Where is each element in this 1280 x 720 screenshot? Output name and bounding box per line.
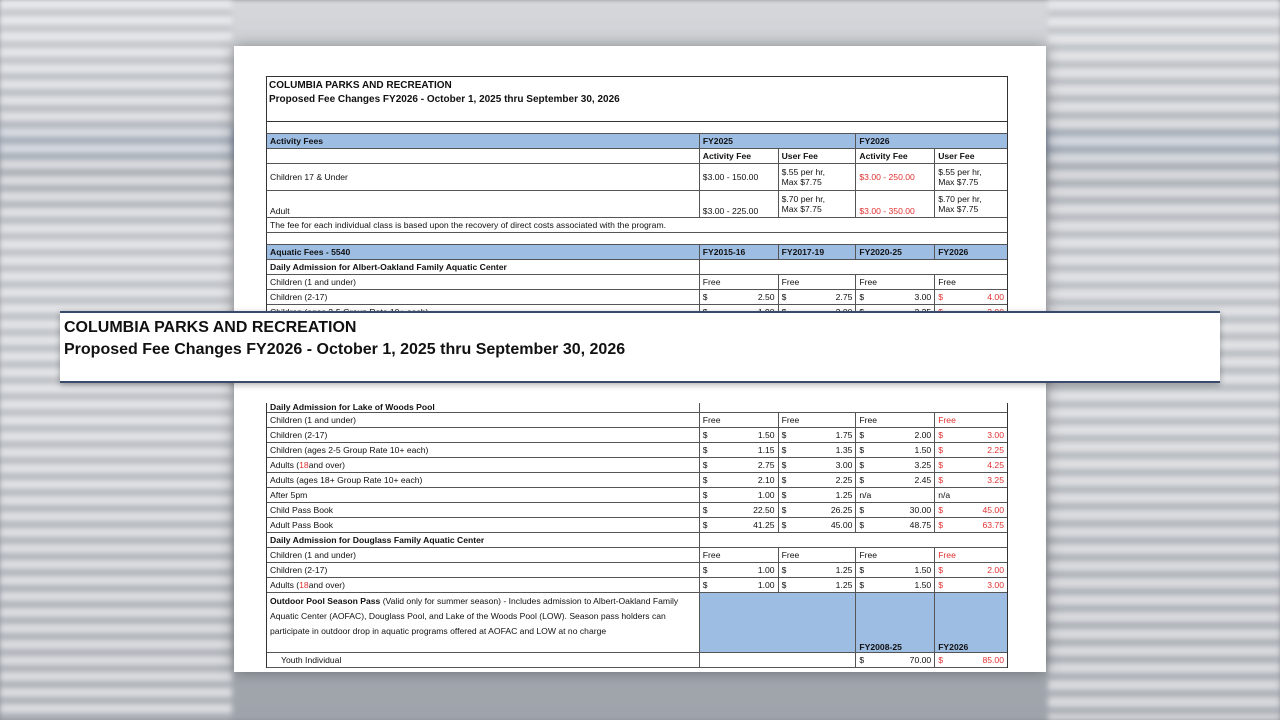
fee-value: 3.00 xyxy=(987,430,1004,440)
fee-col-c xyxy=(856,473,935,488)
season-youth-row xyxy=(266,653,1008,668)
season-col-d: FY2026 xyxy=(935,593,1007,653)
activity-subheader xyxy=(266,149,1008,164)
fee-row-label: After 5pm xyxy=(267,488,700,503)
fee-row-label: Children (1 and under) xyxy=(267,413,700,428)
fee-row-label: Children (ages 2-5 Group Rate 10+ each) xyxy=(267,443,700,458)
aquatic-fees-label: Aquatic Fees - 5540 xyxy=(267,245,700,260)
label-text: Adults ( xyxy=(270,460,300,470)
fee-col-a: Free xyxy=(700,548,779,563)
dollar-sign: $ xyxy=(859,430,865,440)
fee-value: 2.00 xyxy=(914,430,932,440)
dollar-sign: $ xyxy=(938,292,943,302)
aquatic-col-b: FY2017-19 xyxy=(779,245,857,260)
activity-fee-col-2025: Activity Fee xyxy=(700,149,779,164)
dollar-sign: $ xyxy=(702,580,708,590)
douglass-title: Daily Admission for Douglass Family Aquatic Center xyxy=(267,533,700,548)
fee-row xyxy=(266,578,1008,593)
user-fee-col-2026: User Fee xyxy=(935,149,1007,164)
fee-col-a xyxy=(700,503,779,518)
dollar-sign: $ xyxy=(781,520,787,530)
dollar-sign: $ xyxy=(781,430,787,440)
aquatic-col-a: FY2015-16 xyxy=(700,245,779,260)
fee-col-b xyxy=(779,290,857,305)
dollar-sign: $ xyxy=(859,445,865,455)
fee-row-label: Children (1 and under) xyxy=(267,275,700,290)
dollar-sign: $ xyxy=(938,475,943,485)
fee-value: 1.25 xyxy=(835,490,853,500)
dollar-sign: $ xyxy=(859,580,865,590)
season-pass-row xyxy=(266,593,1008,653)
fee-col-b xyxy=(779,473,857,488)
dollar-sign: $ xyxy=(938,505,943,515)
fee-col-d: Free xyxy=(935,275,1007,290)
dollar-sign: $ xyxy=(859,292,865,302)
user-fee-2025 xyxy=(779,191,857,218)
fee-value: 1.15 xyxy=(757,445,775,455)
fee-col-c: Free xyxy=(856,548,935,563)
fee-col-a xyxy=(700,578,779,593)
dollar-sign: $ xyxy=(938,580,943,590)
dollar-sign: $ xyxy=(859,505,865,515)
user-fee-max: Max $7.75 xyxy=(938,204,979,214)
fee-col-d xyxy=(935,458,1007,473)
aofac-title: Daily Admission for Albert-Oakland Family Aquatic Center xyxy=(267,260,700,275)
fee-row-label: Children (1 and under) xyxy=(267,548,700,563)
label-age: 18 xyxy=(299,580,309,590)
dollar-sign: $ xyxy=(938,430,943,440)
fee-col-c: Free xyxy=(856,413,935,428)
season-pass-title: Outdoor Pool Season Pass xyxy=(270,596,381,606)
user-fee-2026 xyxy=(935,191,1007,218)
fee-value: 2.10 xyxy=(757,475,775,485)
fee-col-d xyxy=(935,443,1007,458)
fee-row-label: Adults (ages 18+ Group Rate 10+ each) xyxy=(267,473,700,488)
season-youth-label: Youth Individual xyxy=(267,653,700,668)
fee-col-c xyxy=(856,563,935,578)
fee-col-b xyxy=(779,518,857,533)
fee-value: 1.00 xyxy=(757,580,775,590)
fee-col-d xyxy=(935,563,1007,578)
fee-col-d xyxy=(935,428,1007,443)
dollar-sign: $ xyxy=(702,520,708,530)
fee-col-b xyxy=(779,578,857,593)
activity-fee-2025: $3.00 - 150.00 xyxy=(700,164,779,191)
fee-col-d xyxy=(935,290,1007,305)
fee-value: 2.50 xyxy=(757,292,775,302)
fee-row xyxy=(266,290,1008,305)
fee-value: 1.50 xyxy=(757,430,775,440)
low-title-blank xyxy=(700,403,1007,413)
fee-value: 1.25 xyxy=(835,580,853,590)
fee-value: 2.00 xyxy=(987,565,1004,575)
dollar-sign: $ xyxy=(938,565,943,575)
fee-row-label: Adult Pass Book xyxy=(267,518,700,533)
fee-col-b: Free xyxy=(779,275,857,290)
fee-value: 3.00 xyxy=(835,460,853,470)
fee-value: 3.25 xyxy=(987,475,1004,485)
season-youth-d xyxy=(935,653,1007,668)
user-fee-2026 xyxy=(935,164,1007,191)
user-fee-rate: $.55 per hr, xyxy=(938,167,982,177)
user-fee-2025 xyxy=(779,164,857,191)
fee-col-c xyxy=(856,518,935,533)
spacer-row xyxy=(266,122,1008,134)
dollar-sign: $ xyxy=(938,460,943,470)
fee-row-label xyxy=(267,578,700,593)
activity-fy2025: FY2025 xyxy=(700,134,857,149)
season-pass-description xyxy=(267,593,700,653)
dollar-sign: $ xyxy=(702,475,708,485)
fee-row xyxy=(266,473,1008,488)
fee-value: 30.00 xyxy=(909,505,932,515)
fee-col-c xyxy=(856,458,935,473)
fee-value: 4.25 xyxy=(987,460,1004,470)
season-pass-text: (Valid only for summer season) - Includes admission to Albert-Oakland Family Aquatic Center (AOFAC), Douglass Pool, and Lake of the Woods Pool (LOW). Season pass holders can participate in outdoor drop in aquatic programs offered at AOFAC and LOW at no charge xyxy=(270,596,679,636)
user-fee-rate: $.70 per hr, xyxy=(938,194,982,204)
dollar-sign: $ xyxy=(859,655,865,665)
aofac-title-row xyxy=(266,260,1008,275)
fee-col-b: Free xyxy=(779,548,857,563)
fee-col-c xyxy=(856,578,935,593)
fee-value: 1.00 xyxy=(757,565,775,575)
fee-col-d: Free xyxy=(935,413,1007,428)
activity-fees-header xyxy=(266,134,1008,149)
activity-row-label: Children 17 & Under xyxy=(267,164,700,191)
activity-fy2026: FY2026 xyxy=(856,134,1007,149)
fee-value: 26.25 xyxy=(830,505,853,515)
fee-col-d xyxy=(935,473,1007,488)
fee-col-b xyxy=(779,488,857,503)
user-fee-max: Max $7.75 xyxy=(938,177,979,187)
activity-fee-2026: $3.00 - 250.00 xyxy=(856,164,935,191)
fee-value: 1.75 xyxy=(835,430,853,440)
season-youth-d-value: 85.00 xyxy=(982,655,1004,665)
fee-value: 48.75 xyxy=(909,520,932,530)
fee-value: 1.00 xyxy=(757,490,775,500)
activity-fee-2025: $3.00 - 225.00 xyxy=(700,191,779,218)
fee-col-c xyxy=(856,290,935,305)
user-fee-col-2025: User Fee xyxy=(779,149,857,164)
dollar-sign: $ xyxy=(938,520,943,530)
fee-value: 2.25 xyxy=(987,445,1004,455)
fee-col-b xyxy=(779,443,857,458)
fee-row xyxy=(266,548,1008,563)
activity-row-label: Adult xyxy=(267,191,700,218)
dollar-sign: $ xyxy=(859,475,865,485)
fee-value: 63.75 xyxy=(982,520,1004,530)
dollar-sign: $ xyxy=(702,505,708,515)
season-col-c: FY2008-25 xyxy=(856,593,935,653)
fee-col-d xyxy=(935,503,1007,518)
season-youth-c-value: 70.00 xyxy=(909,655,932,665)
user-fee-max: Max $7.75 xyxy=(781,204,822,214)
label-age: 18 xyxy=(299,460,309,470)
dollar-sign: $ xyxy=(781,580,787,590)
label-text: and over) xyxy=(308,460,346,470)
document-title-box xyxy=(266,76,1008,122)
aofac-title-blank xyxy=(700,260,1007,275)
title-banner-overlay xyxy=(60,311,1220,383)
user-fee-rate: $.55 per hr, xyxy=(781,167,826,177)
fee-row-label: Children (2-17) xyxy=(267,428,700,443)
fee-col-b xyxy=(779,428,857,443)
dollar-sign: $ xyxy=(859,565,865,575)
fee-row-label: Children (2-17) xyxy=(267,290,700,305)
dollar-sign: $ xyxy=(859,520,865,530)
dollar-sign: $ xyxy=(781,475,787,485)
fee-value: 1.50 xyxy=(914,580,932,590)
fee-value: 1.50 xyxy=(914,565,932,575)
fee-col-c xyxy=(856,428,935,443)
douglass-title-row xyxy=(266,533,1008,548)
dollar-sign: $ xyxy=(702,430,708,440)
fee-value: 1.50 xyxy=(914,445,932,455)
fee-row xyxy=(266,458,1008,473)
user-fee-max: Max $7.75 xyxy=(781,177,822,187)
document-title: COLUMBIA PARKS AND RECREATION xyxy=(269,80,452,91)
fee-row xyxy=(266,443,1008,458)
dollar-sign: $ xyxy=(781,565,787,575)
activity-fee-col-2026: Activity Fee xyxy=(856,149,935,164)
label-text: Adults ( xyxy=(270,580,300,590)
fee-col-a xyxy=(700,518,779,533)
fee-row xyxy=(266,428,1008,443)
fee-col-c xyxy=(856,503,935,518)
fee-value: 3.00 xyxy=(914,292,932,302)
fee-col-a xyxy=(700,290,779,305)
season-youth-blank xyxy=(700,653,857,668)
activity-note: The fee for each individual class is based upon the recovery of direct costs associated with the program. xyxy=(266,218,1008,233)
season-pass-blue-block xyxy=(700,593,857,653)
fee-value: 1.25 xyxy=(835,565,853,575)
douglass-title-blank xyxy=(700,533,1007,548)
dollar-sign: $ xyxy=(781,445,787,455)
fee-col-d xyxy=(935,578,1007,593)
dollar-sign: $ xyxy=(859,460,865,470)
fee-value: 2.75 xyxy=(757,460,775,470)
fee-row xyxy=(266,275,1008,290)
banner-title: COLUMBIA PARKS AND RECREATION xyxy=(64,319,357,336)
fee-col-b: Free xyxy=(779,413,857,428)
dollar-sign: $ xyxy=(702,565,708,575)
fee-col-d: n/a xyxy=(935,488,1007,503)
fee-row-label xyxy=(267,458,700,473)
activity-fees-label: Activity Fees xyxy=(267,134,700,149)
fee-col-c: n/a xyxy=(856,488,935,503)
fee-row xyxy=(266,518,1008,533)
fee-value: 45.00 xyxy=(982,505,1004,515)
fee-col-a xyxy=(700,458,779,473)
fee-value: 41.25 xyxy=(753,520,775,530)
fee-value: 3.00 xyxy=(987,580,1004,590)
dollar-sign: $ xyxy=(702,490,708,500)
fee-col-a xyxy=(700,428,779,443)
fee-col-a: Free xyxy=(700,275,779,290)
fee-row-label: Children (2-17) xyxy=(267,563,700,578)
fee-row xyxy=(266,563,1008,578)
banner-subtitle: Proposed Fee Changes FY2026 - October 1, 2025 thru September 30, 2026 xyxy=(64,341,626,358)
spacer-row xyxy=(266,233,1008,245)
fee-value: 4.00 xyxy=(987,292,1004,302)
dollar-sign: $ xyxy=(702,460,708,470)
fee-row xyxy=(266,488,1008,503)
dollar-sign: $ xyxy=(781,292,787,302)
activity-row-adult xyxy=(266,191,1008,218)
fee-value: 3.25 xyxy=(914,460,932,470)
aquatic-col-d: FY2026 xyxy=(935,245,1007,260)
document-subtitle: Proposed Fee Changes FY2026 - October 1, 2025 thru September 30, 2026 xyxy=(269,94,620,105)
low-title-row xyxy=(266,403,1008,413)
fee-col-b xyxy=(779,458,857,473)
aquatic-fees-header xyxy=(266,245,1008,260)
fee-value: 45.00 xyxy=(830,520,853,530)
dollar-sign: $ xyxy=(702,292,708,302)
fee-row xyxy=(266,503,1008,518)
fee-col-a xyxy=(700,443,779,458)
fee-col-a xyxy=(700,488,779,503)
activity-fee-2026: $3.00 - 350.00 xyxy=(856,191,935,218)
fee-row xyxy=(266,413,1008,428)
fee-col-b xyxy=(779,503,857,518)
season-youth-c xyxy=(856,653,935,668)
aquatic-col-c: FY2020-25 xyxy=(856,245,935,260)
fee-col-d: Free xyxy=(935,548,1007,563)
fee-value: 2.75 xyxy=(835,292,853,302)
low-title: Daily Admission for Lake of Woods Pool xyxy=(267,403,700,413)
fee-col-a xyxy=(700,473,779,488)
fee-col-c: Free xyxy=(856,275,935,290)
fee-value: 2.45 xyxy=(914,475,932,485)
fee-value: 22.50 xyxy=(753,505,775,515)
label-text: and over) xyxy=(308,580,346,590)
dollar-sign: $ xyxy=(702,445,708,455)
fee-col-a xyxy=(700,563,779,578)
fee-col-c xyxy=(856,443,935,458)
fee-row-label: Child Pass Book xyxy=(267,503,700,518)
dollar-sign: $ xyxy=(781,460,787,470)
fee-col-d xyxy=(935,518,1007,533)
fee-value: 2.25 xyxy=(835,475,853,485)
activity-row-children xyxy=(266,164,1008,191)
fee-value: 1.35 xyxy=(835,445,853,455)
activity-subheader-blank xyxy=(267,149,700,164)
user-fee-rate: $.70 per hr, xyxy=(781,194,826,204)
dollar-sign: $ xyxy=(781,505,787,515)
dollar-sign: $ xyxy=(938,655,943,665)
dollar-sign: $ xyxy=(781,490,787,500)
fee-col-a: Free xyxy=(700,413,779,428)
fee-col-b xyxy=(779,563,857,578)
dollar-sign: $ xyxy=(938,445,943,455)
